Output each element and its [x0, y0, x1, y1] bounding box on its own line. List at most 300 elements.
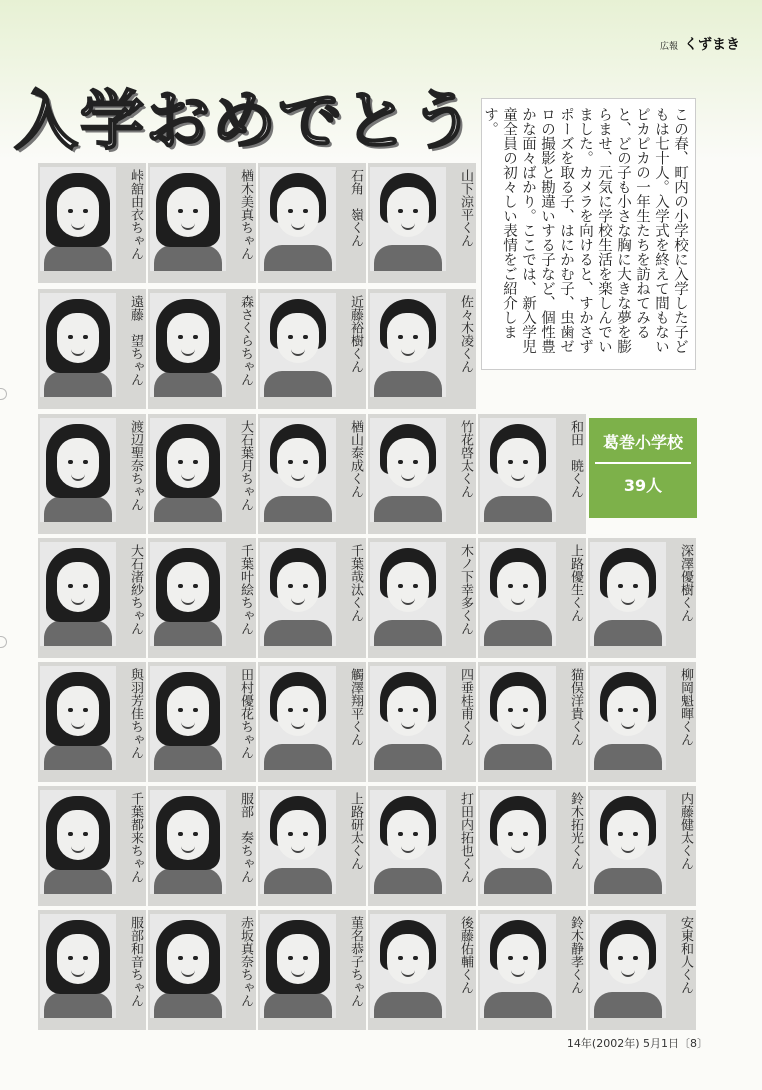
shirt: [484, 744, 552, 770]
student-photo: [260, 790, 336, 894]
face: [277, 562, 319, 612]
eye: [303, 956, 308, 960]
mouth: [181, 349, 195, 356]
student-card: [478, 910, 586, 1030]
eye: [288, 460, 293, 464]
student-card: [368, 163, 476, 283]
mouth: [71, 722, 85, 729]
mouth: [71, 598, 85, 605]
face: [607, 686, 649, 736]
student-name: 千葉都来ちゃん: [128, 792, 143, 883]
student-name: 大石渚紗ちゃん: [128, 544, 143, 635]
face: [387, 187, 429, 237]
eye: [288, 335, 293, 339]
eye: [303, 832, 308, 836]
face: [167, 810, 209, 860]
shirt: [264, 868, 332, 894]
face: [277, 438, 319, 488]
student-name: 木ノ下幸多くん: [458, 544, 473, 635]
eye: [83, 335, 88, 339]
face: [167, 934, 209, 984]
student-photo: [150, 542, 226, 646]
face: [57, 810, 99, 860]
student-name: 竹花啓太くん: [458, 420, 473, 498]
shirt: [44, 371, 112, 397]
mouth: [621, 846, 635, 853]
eye: [193, 708, 198, 712]
student-name: 服部 奏ちゃん: [238, 792, 253, 883]
student-card: [38, 414, 146, 534]
student-name: 安東和人くん: [678, 916, 693, 994]
shirt: [154, 496, 222, 522]
eye: [288, 209, 293, 213]
mouth: [511, 846, 525, 853]
student-card: [588, 786, 696, 906]
student-name: 楢木美真ちゃん: [238, 169, 253, 260]
student-photo: [590, 666, 666, 770]
mouth: [181, 970, 195, 977]
eye: [633, 956, 638, 960]
shirt: [594, 744, 662, 770]
student-name: 服部和音ちゃん: [128, 916, 143, 1007]
face: [57, 562, 99, 612]
student-name: 與羽芳佳ちゃん: [128, 668, 143, 759]
shirt: [484, 620, 552, 646]
shirt: [154, 992, 222, 1018]
eye: [83, 708, 88, 712]
eye: [398, 708, 403, 712]
eye: [633, 584, 638, 588]
eye: [508, 460, 513, 464]
student-name: 猫俣洋貴くん: [568, 668, 583, 746]
school-label-box: [589, 418, 697, 518]
student-photo: [40, 914, 116, 1018]
student-photo: [40, 666, 116, 770]
shirt: [594, 868, 662, 894]
student-card: [38, 910, 146, 1030]
student-name: 千葉哉汰くん: [348, 544, 363, 622]
mouth: [291, 970, 305, 977]
eye: [68, 708, 73, 712]
shirt: [154, 245, 222, 271]
shirt: [154, 868, 222, 894]
face: [277, 810, 319, 860]
student-name: 森さくらちゃん: [238, 295, 253, 386]
eye: [508, 708, 513, 712]
face: [167, 313, 209, 363]
shirt: [594, 992, 662, 1018]
face: [57, 438, 99, 488]
student-card: [148, 538, 256, 658]
student-photo: [40, 418, 116, 522]
student-name: 上路研太くん: [348, 792, 363, 870]
mouth: [181, 722, 195, 729]
face: [497, 810, 539, 860]
eye: [398, 584, 403, 588]
mouth: [401, 970, 415, 977]
eye: [68, 209, 73, 213]
student-card: [148, 163, 256, 283]
mouth: [401, 598, 415, 605]
face: [57, 934, 99, 984]
brand-small: 広報: [659, 42, 678, 52]
student-card: [478, 786, 586, 906]
eye: [193, 335, 198, 339]
student-name: 遠藤 望ちゃん: [128, 295, 143, 386]
page-footer: 14年(2002年) 5月1日〔8〕: [566, 1037, 708, 1050]
mouth: [401, 349, 415, 356]
face: [497, 934, 539, 984]
student-photo: [260, 418, 336, 522]
eye: [413, 460, 418, 464]
face: [277, 187, 319, 237]
shirt: [154, 744, 222, 770]
face: [607, 934, 649, 984]
student-photo: [370, 666, 446, 770]
shirt: [44, 245, 112, 271]
eye: [303, 209, 308, 213]
shirt: [44, 496, 112, 522]
eye: [413, 956, 418, 960]
eye: [523, 460, 528, 464]
eye: [523, 708, 528, 712]
mouth: [71, 474, 85, 481]
face: [57, 187, 99, 237]
mouth: [181, 223, 195, 230]
shirt: [264, 620, 332, 646]
shirt: [374, 620, 442, 646]
eye: [83, 584, 88, 588]
student-photo: [590, 790, 666, 894]
shirt: [44, 744, 112, 770]
shirt: [374, 744, 442, 770]
student-card: [38, 786, 146, 906]
student-name: 佐々木凌くん: [458, 295, 473, 373]
student-name: 柳岡魁暉くん: [678, 668, 693, 746]
face: [57, 686, 99, 736]
shirt: [44, 620, 112, 646]
student-name: 赤坂真奈ちゃん: [238, 916, 253, 1007]
face: [387, 934, 429, 984]
face: [497, 562, 539, 612]
eye: [68, 956, 73, 960]
eye: [83, 460, 88, 464]
student-name: 和田 暁くん: [568, 420, 583, 498]
student-card: [148, 786, 256, 906]
student-name: 後藤佑輔くん: [458, 916, 473, 994]
face: [167, 187, 209, 237]
mouth: [291, 474, 305, 481]
student-photo: [590, 914, 666, 1018]
face: [387, 686, 429, 736]
student-photo: [370, 418, 446, 522]
student-name: 峠舘由衣ちゃん: [128, 169, 143, 260]
eye: [303, 335, 308, 339]
mouth: [181, 598, 195, 605]
shirt: [374, 245, 442, 271]
mouth: [511, 598, 525, 605]
mouth: [401, 474, 415, 481]
intro-text: この春、町内の小学校に入学した子どもは七十人。入学式を終えて間もないピカピカの一年生たちを訪ねてみると、どの子も小さな胸に大きな夢を膨らませ、元気に学校生活を楽しんでいました。カメラを向けると、すかさずポーズを取る子、はにかむ子、虫歯ゼロの撮影と勘違いする子など、個性豊かな面々ばかり。ここでは、新入学児童全員の初々しい表情をご紹介します。: [481, 98, 696, 370]
student-photo: [370, 790, 446, 894]
eye: [413, 832, 418, 836]
eye: [178, 209, 183, 213]
eye: [398, 335, 403, 339]
face: [167, 438, 209, 488]
eye: [83, 956, 88, 960]
student-photo: [260, 914, 336, 1018]
eye: [303, 584, 308, 588]
eye: [68, 584, 73, 588]
mouth: [621, 722, 635, 729]
student-card: [368, 662, 476, 782]
student-card: [38, 163, 146, 283]
eye: [413, 209, 418, 213]
student-photo: [150, 914, 226, 1018]
student-name: 山下涼平くん: [458, 169, 473, 247]
eye: [193, 832, 198, 836]
mouth: [291, 722, 305, 729]
student-card: [258, 786, 366, 906]
punch-hole: [0, 636, 7, 648]
eye: [523, 832, 528, 836]
mouth: [401, 846, 415, 853]
eye: [618, 708, 623, 712]
eye: [508, 832, 513, 836]
student-name: 打田内拓也くん: [458, 792, 473, 883]
eye: [178, 584, 183, 588]
student-card: [148, 289, 256, 409]
student-photo: [150, 293, 226, 397]
student-card: [588, 910, 696, 1030]
mouth: [511, 722, 525, 729]
eye: [83, 209, 88, 213]
shirt: [264, 744, 332, 770]
student-photo: [370, 914, 446, 1018]
student-photo: [370, 293, 446, 397]
shirt: [44, 992, 112, 1018]
brand-name: くずまき: [684, 37, 740, 53]
shirt: [264, 992, 332, 1018]
student-card: [258, 289, 366, 409]
shirt: [594, 620, 662, 646]
eye: [83, 832, 88, 836]
student-name: 石角 嶺くん: [348, 169, 363, 247]
face: [57, 313, 99, 363]
face: [387, 562, 429, 612]
student-card: [478, 538, 586, 658]
face: [387, 810, 429, 860]
student-name: 内藤健太くん: [678, 792, 693, 870]
student-name: 渡辺聖奈ちゃん: [128, 420, 143, 511]
face: [277, 686, 319, 736]
student-card: [258, 414, 366, 534]
student-photo: [480, 418, 556, 522]
mouth: [401, 223, 415, 230]
face: [387, 438, 429, 488]
student-name: 鈴木拓光くん: [568, 792, 583, 870]
shirt: [374, 868, 442, 894]
eye: [68, 832, 73, 836]
student-photo: [150, 167, 226, 271]
face: [387, 313, 429, 363]
student-card: [478, 662, 586, 782]
eye: [178, 956, 183, 960]
eye: [288, 584, 293, 588]
student-card: [368, 414, 476, 534]
eye: [193, 460, 198, 464]
shirt: [484, 992, 552, 1018]
student-card: [38, 289, 146, 409]
student-name: 觸澤翔平くん: [348, 668, 363, 746]
school-name: 葛巻小学校: [602, 433, 683, 452]
mouth: [511, 970, 525, 977]
student-photo: [40, 542, 116, 646]
student-photo: [480, 790, 556, 894]
eye: [303, 708, 308, 712]
student-photo: [370, 167, 446, 271]
mouth: [181, 846, 195, 853]
eye: [618, 584, 623, 588]
student-photo: [260, 542, 336, 646]
eye: [523, 956, 528, 960]
face: [167, 562, 209, 612]
student-card: [368, 910, 476, 1030]
eye: [68, 460, 73, 464]
student-card: [258, 662, 366, 782]
student-photo: [480, 914, 556, 1018]
student-card: [38, 538, 146, 658]
eye: [398, 832, 403, 836]
student-photo: [370, 542, 446, 646]
student-card: [588, 538, 696, 658]
student-photo: [150, 418, 226, 522]
shirt: [484, 868, 552, 894]
student-photo: [260, 666, 336, 770]
page-title: 入学おめでとう: [14, 85, 476, 159]
eye: [288, 832, 293, 836]
mouth: [511, 474, 525, 481]
face: [497, 438, 539, 488]
student-name: 田村優花ちゃん: [238, 668, 253, 759]
face: [277, 934, 319, 984]
shirt: [154, 620, 222, 646]
eye: [193, 956, 198, 960]
eye: [633, 708, 638, 712]
eye: [398, 460, 403, 464]
face: [167, 686, 209, 736]
student-card: [588, 662, 696, 782]
eye: [178, 335, 183, 339]
student-photo: [480, 542, 556, 646]
eye: [398, 956, 403, 960]
punch-hole: [0, 388, 7, 400]
shirt: [154, 371, 222, 397]
brand-logo: [660, 34, 740, 54]
student-photo: [590, 542, 666, 646]
mouth: [71, 846, 85, 853]
student-card: [258, 163, 366, 283]
eye: [178, 708, 183, 712]
eye: [508, 584, 513, 588]
eye: [413, 335, 418, 339]
student-card: [368, 786, 476, 906]
student-name: 菫名恭子ちゃん: [348, 916, 363, 1007]
eye: [178, 832, 183, 836]
student-photo: [40, 790, 116, 894]
face: [607, 562, 649, 612]
student-card: [258, 538, 366, 658]
student-name: 深澤優樹くん: [678, 544, 693, 622]
shirt: [44, 868, 112, 894]
shirt: [374, 992, 442, 1018]
student-card: [38, 662, 146, 782]
shirt: [374, 496, 442, 522]
shirt: [374, 371, 442, 397]
student-card: [148, 662, 256, 782]
mouth: [291, 846, 305, 853]
shirt: [264, 371, 332, 397]
face: [277, 313, 319, 363]
school-count: 39人: [623, 476, 663, 495]
face: [607, 810, 649, 860]
eye: [633, 832, 638, 836]
mouth: [291, 223, 305, 230]
student-photo: [480, 666, 556, 770]
eye: [508, 956, 513, 960]
student-card: [148, 414, 256, 534]
student-photo: [40, 293, 116, 397]
student-card: [258, 910, 366, 1030]
face: [497, 686, 539, 736]
student-name: 近藤裕樹くん: [348, 295, 363, 373]
mouth: [291, 349, 305, 356]
eye: [618, 832, 623, 836]
student-card: [368, 538, 476, 658]
student-photo: [150, 666, 226, 770]
mouth: [71, 349, 85, 356]
student-photo: [150, 790, 226, 894]
eye: [618, 956, 623, 960]
mouth: [291, 598, 305, 605]
shirt: [264, 245, 332, 271]
student-card: [148, 910, 256, 1030]
eye: [193, 584, 198, 588]
eye: [398, 209, 403, 213]
mouth: [181, 474, 195, 481]
shirt: [264, 496, 332, 522]
mouth: [621, 598, 635, 605]
eye: [523, 584, 528, 588]
student-photo: [40, 167, 116, 271]
school-divider: [595, 462, 691, 464]
mouth: [71, 970, 85, 977]
student-name: 大石葉月ちゃん: [238, 420, 253, 511]
eye: [413, 708, 418, 712]
student-name: 楢山泰成くん: [348, 420, 363, 498]
eye: [178, 460, 183, 464]
mouth: [401, 722, 415, 729]
eye: [68, 335, 73, 339]
mouth: [621, 970, 635, 977]
eye: [413, 584, 418, 588]
student-card: [478, 414, 586, 534]
eye: [288, 708, 293, 712]
student-name: 千葉叶絵ちゃん: [238, 544, 253, 635]
mouth: [71, 223, 85, 230]
student-name: 四垂桂甫くん: [458, 668, 473, 746]
shirt: [484, 496, 552, 522]
